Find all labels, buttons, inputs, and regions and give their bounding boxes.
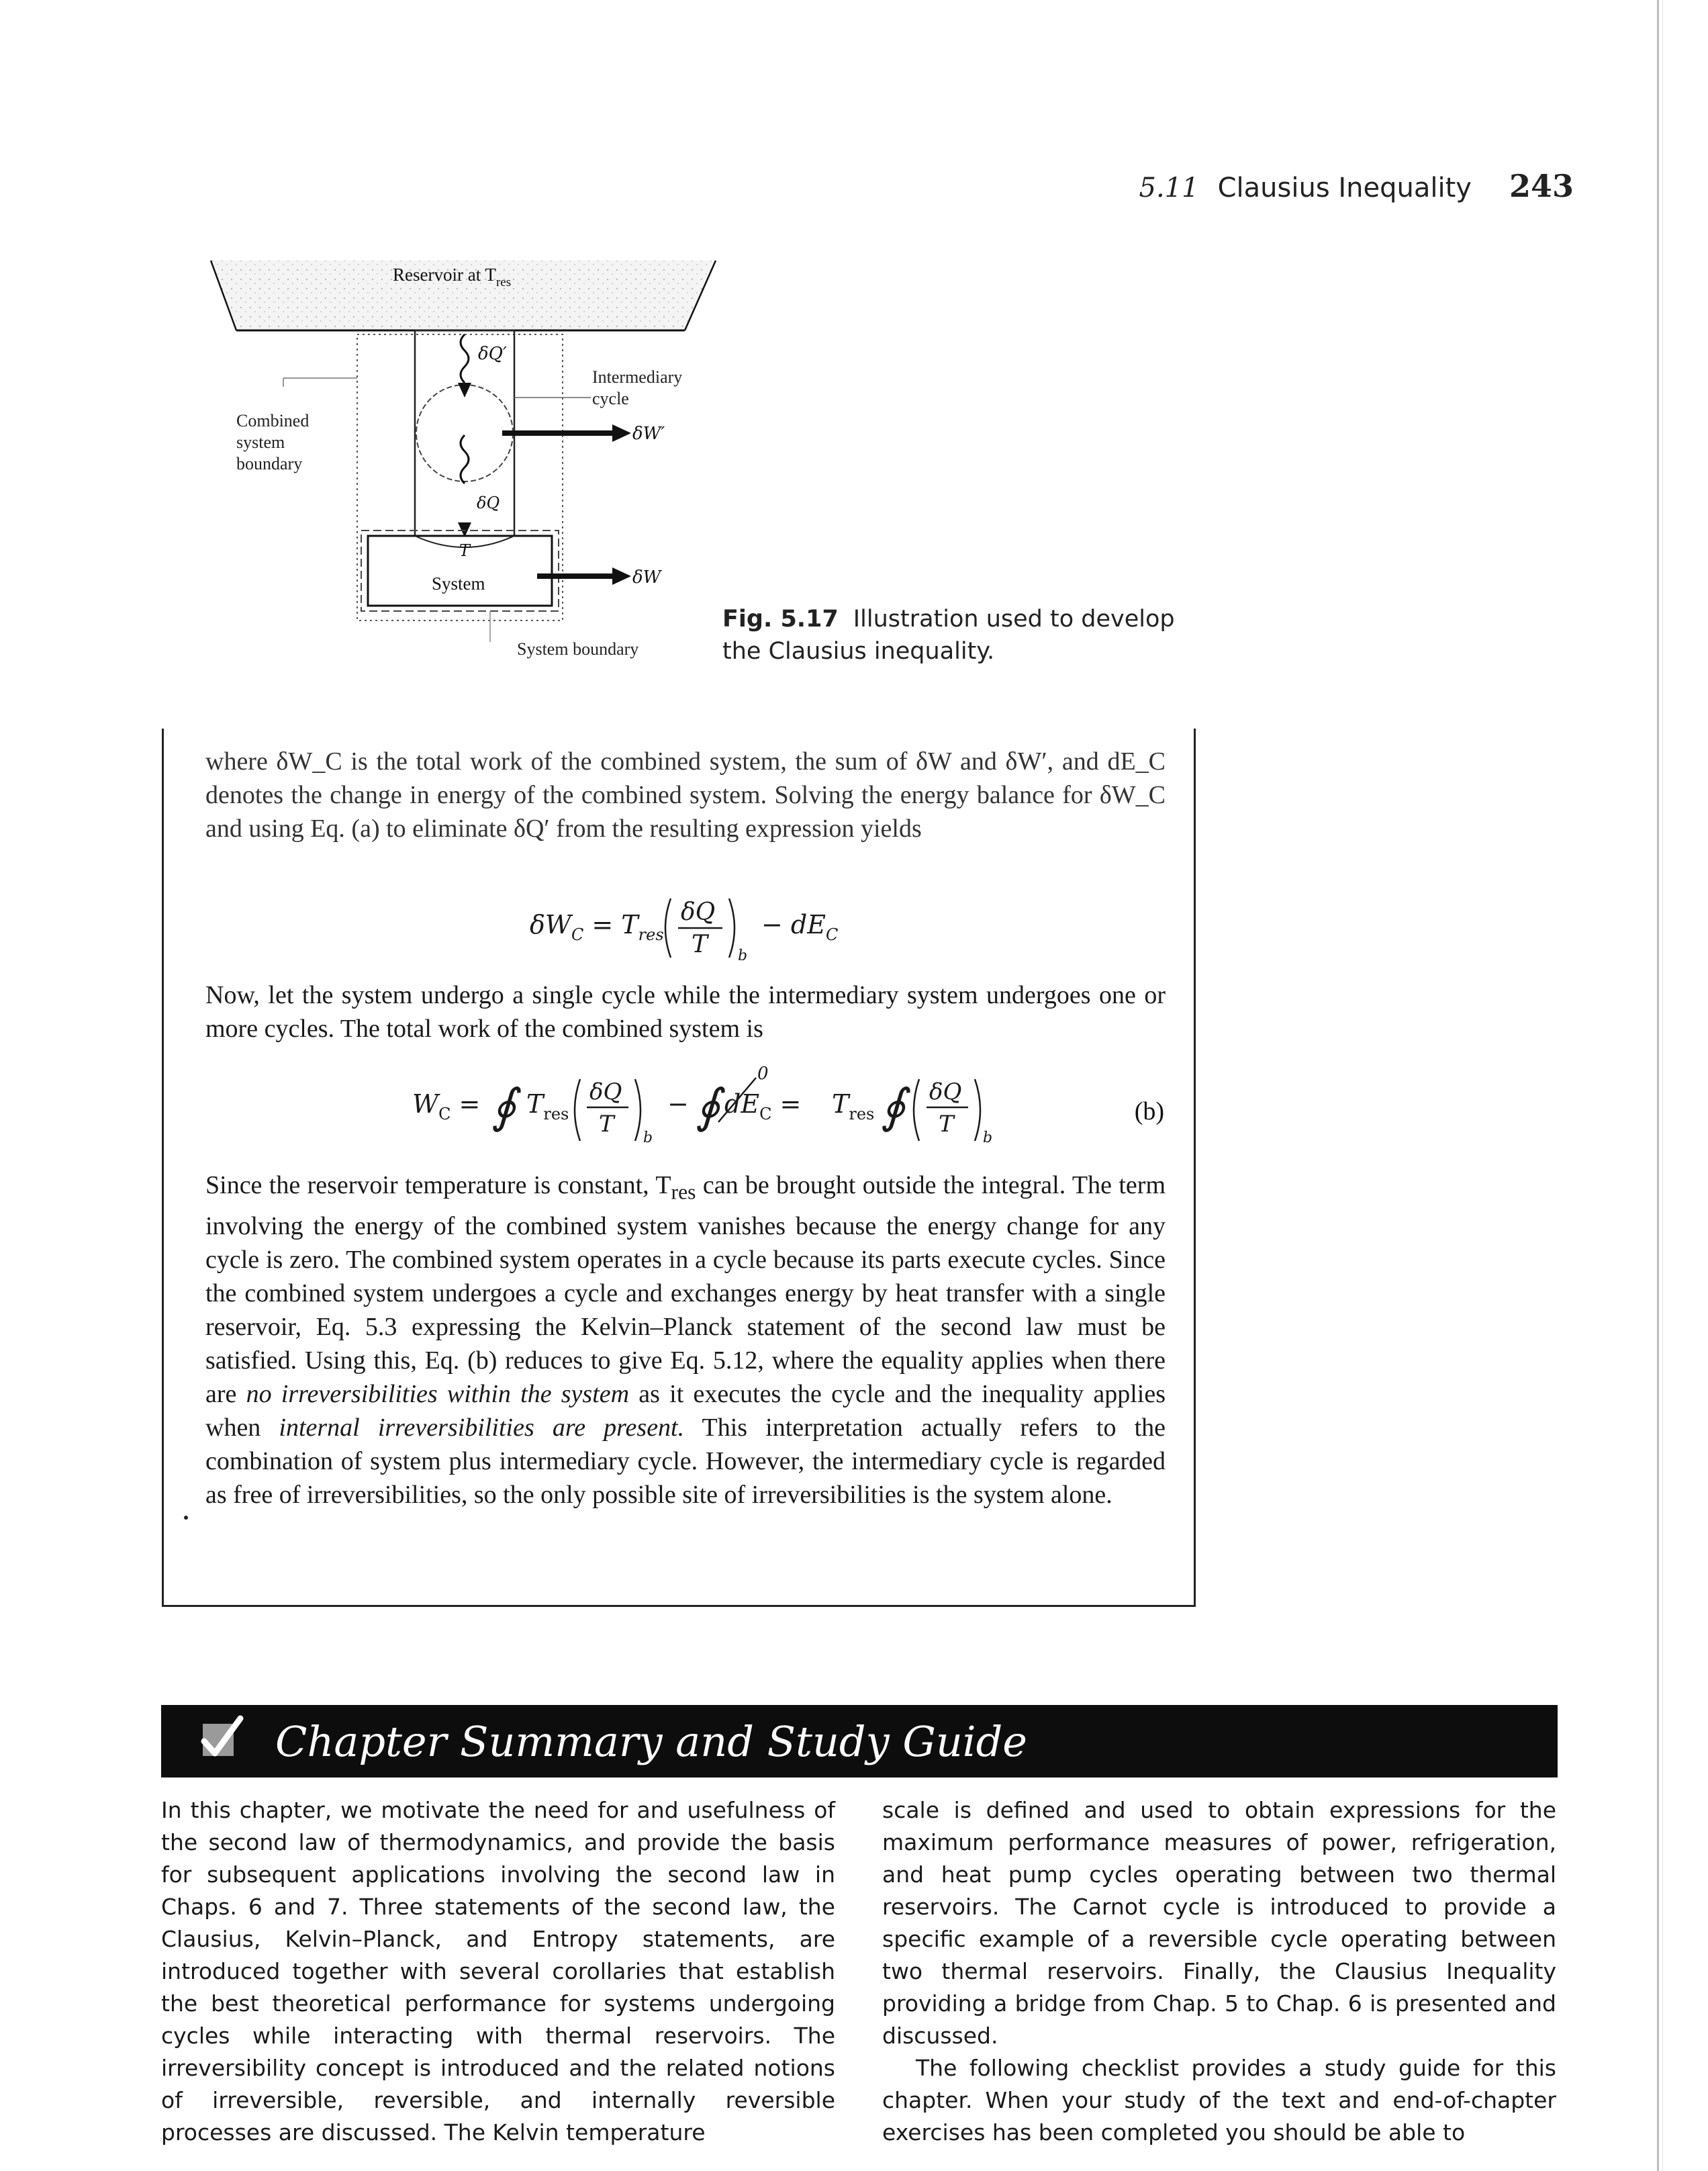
svg-text:∮: ∮ <box>881 1078 906 1134</box>
svg-text:δQ: δQ <box>589 1078 622 1105</box>
svg-text:∮: ∮ <box>491 1078 516 1134</box>
paragraph-since-subscript: res <box>671 1180 696 1204</box>
paragraph-since-italic-1: no irreversibilities within the system <box>246 1379 630 1408</box>
paragraph-where: where δW_C is the total work of the combined system, the sum of δW and δW′, and dE_C denotes the change in energy of the combined system. Solving the energy balance for δW_C and using Eq. (a) to eliminate δQ′ from the resulting expression yields <box>205 747 1166 843</box>
system-label: System <box>432 573 485 594</box>
margin-dot <box>184 1516 188 1520</box>
temperature-label: T <box>459 541 471 560</box>
section-title: Clausius Inequality <box>1217 173 1472 203</box>
svg-text:δQ: δQ <box>681 898 716 926</box>
running-head <box>1139 168 1574 204</box>
system-boundary-label: System boundary <box>517 639 639 659</box>
heat-flow-top <box>461 334 469 383</box>
figure-caption-text: Illustration used to develop the Clausius inequality. <box>722 606 1175 665</box>
svg-text:∮: ∮ <box>696 1078 720 1134</box>
svg-text:0: 0 <box>757 1064 769 1084</box>
checkmark-icon <box>199 1714 246 1761</box>
chapter-summary-title: Chapter Summary and Study Guide <box>275 1717 1027 1766</box>
section-number: 5.11 <box>1139 173 1199 203</box>
checkbox-icon <box>203 1724 234 1756</box>
svg-text:b: b <box>643 1129 653 1146</box>
delta-w-prime-label: δW′ <box>632 424 665 444</box>
figure-caption <box>722 603 1206 667</box>
delta-q-label: δQ <box>477 494 500 512</box>
summary-right-paragraph-2: The following checklist provides a study guide for this chapter. When your study of the text and end-of-chapter exercises has been completed you should be able to <box>882 2055 1556 2145</box>
svg-text:b: b <box>738 948 748 960</box>
summary-right-column <box>882 1794 1556 2149</box>
paragraph-since <box>205 1168 1166 1512</box>
work-arrow <box>612 567 631 585</box>
paragraph-since-part-b: can be brought outside the integral. The term involving the energy of the combined system vanishes because the energy change for any cycle is zero. The combined system operates in a cycle because its parts execute cycles. Since the combined system undergoes a cycle and exchanges energy by heat transfer with a single reservoir, Eq. 5.3 expressing the Kelvin–Planck statement of the second law must be satisfied. Using this, Eq. (b) reduces to give Eq. 5.12, where the equality applies when there are <box>205 1171 1166 1408</box>
paragraph-now: Now, let the system undergo a single cycle while the intermediary system undergoes one or more cycles. The total work of the combined system is <box>205 981 1166 1043</box>
equation-tag-b: (b) <box>1134 1097 1164 1125</box>
delta-w-label: δW <box>632 567 661 588</box>
svg-text:WC =: $W_C$ = <box>412 1089 481 1123</box>
svg-text:− dEC: − $dE_C$ <box>761 910 839 944</box>
equation-b <box>164 1058 1194 1152</box>
figure-label: Fig. 5.17 <box>722 606 839 633</box>
page-edge-line-inner <box>1662 0 1663 2171</box>
summary-left-column: In this chapter, we motivate the need for and usefulness of the second law of thermodynamics, and provide the basis for subsequent applications involving the second law in Chaps. 6 and 7. Three statements of the second law, the Clausius, Kelvin–Planck, and Entropy statements, are introduced together with several corollaries that establish the best theoretical performance for systems undergoing cycles while interacting with thermal reservoirs. The irreversibility concept is introduced and the related notions of irreversible, reversible, and internally reversible processes are discussed. The Kelvin temperature <box>161 1797 835 2145</box>
paragraph-since-italic-2: internal irreversibilities are present. <box>279 1413 685 1442</box>
page-edge-line <box>1657 0 1659 2171</box>
svg-text:Tres: $T_{res}$ <box>526 1089 569 1123</box>
svg-text:Tres: $T_{res}$ <box>832 1089 875 1123</box>
svg-text:b: b <box>983 1129 993 1146</box>
intermediary-label-2: cycle <box>592 389 629 408</box>
heat-flow-bottom <box>461 435 469 483</box>
figure-5-17 <box>201 248 752 678</box>
chapter-summary-banner <box>161 1705 1558 1777</box>
clausius-diagram <box>201 248 752 678</box>
combined-label-3: boundary <box>236 454 303 473</box>
paragraph-since-part-d: This interpretation actually refers to the combination of system plus intermediary cycle. However, the intermediary cycle is regarded as free of irreversibilities, so the only possible site of irreversibilities is the system alone. <box>205 1413 1166 1509</box>
svg-text:T: T <box>939 1111 954 1138</box>
svg-text:T: T <box>599 1111 614 1138</box>
reservoir-label: Reservoir at $T_{res}$ <box>393 265 512 289</box>
paragraph-since-part-a: Since the reservoir temperature is constant, T <box>205 1171 671 1199</box>
equation-work-combined <box>164 886 1194 960</box>
combined-label-2: system <box>236 432 285 452</box>
svg-text:−: − <box>667 1089 689 1119</box>
svg-text:δWC = Tres: $\delta W_C = T_{res}$ <box>530 910 664 944</box>
derivation-box <box>162 729 1196 1607</box>
svg-text:T: T <box>692 931 708 958</box>
work-arrow-prime <box>612 424 631 442</box>
page-number: 243 <box>1509 168 1574 204</box>
combined-label-1: Combined <box>236 411 310 430</box>
summary-right-paragraph-1: scale is defined and used to obtain expressions for the maximum performance measures of power, refrigeration, and heat pump cycles operating between two thermal reservoirs. The Carnot cycle is introduced to provide a specific example of a reversible cycle operating between two thermal reservoirs. Finally, the Clausius Inequality providing a bridge from Chap. 5 to Chap. 6 is presented and discussed. <box>882 1797 1556 2049</box>
svg-text:δQ: δQ <box>929 1078 962 1105</box>
intermediary-label-1: Intermediary <box>592 367 683 387</box>
paragraph-since-part-c: as it executes the cycle and the inequality applies when <box>205 1379 1166 1442</box>
svg-text:dEC =: $dE_C$ = <box>724 1089 802 1123</box>
delta-q-prime-label: δQ′ <box>478 344 507 364</box>
